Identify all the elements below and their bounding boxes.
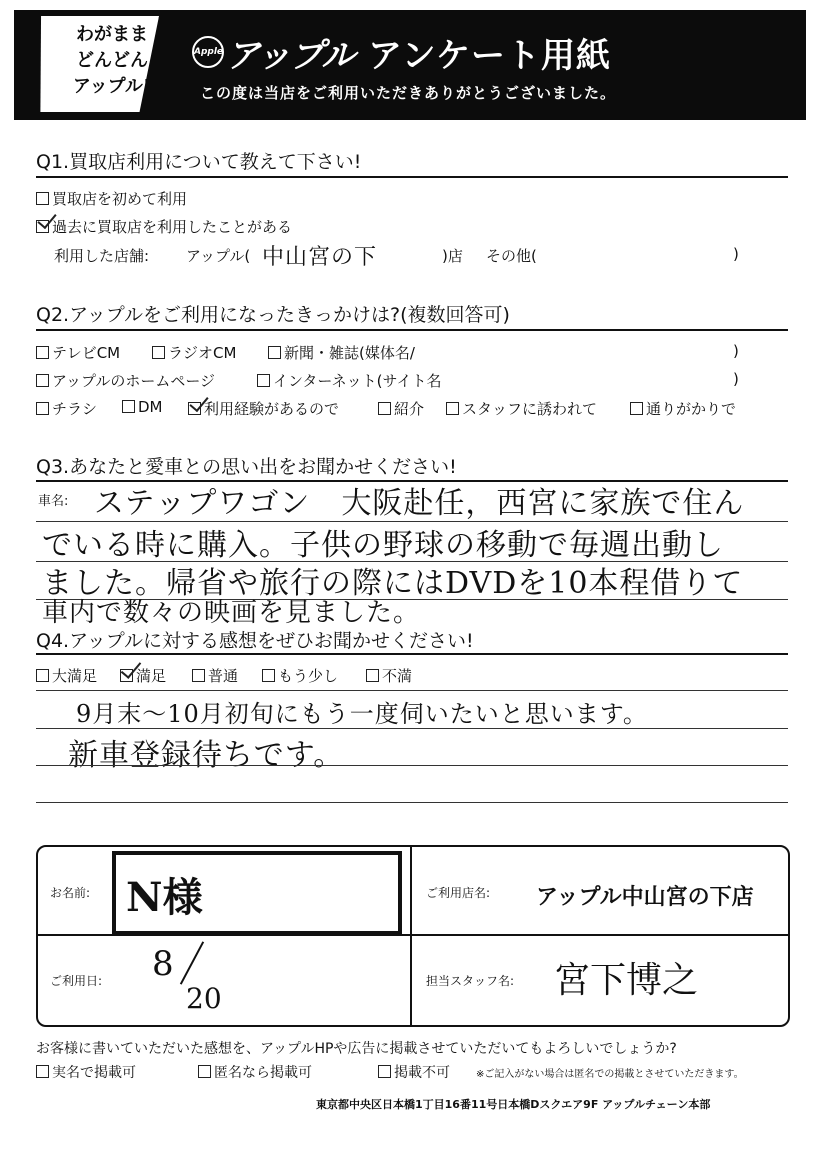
publish-option-anonymous[interactable] — [198, 1062, 312, 1082]
q2-option-radio[interactable] — [152, 342, 236, 363]
q4-option-could-improve[interactable] — [262, 665, 338, 686]
checkbox[interactable] — [152, 346, 165, 359]
checkbox[interactable] — [36, 669, 49, 682]
checkbox[interactable] — [122, 400, 135, 413]
q4-answer-line-1: 9月末～10月初旬にもう一度伺いたいと思います。 — [76, 700, 648, 728]
q4-option-label: 不満 — [382, 667, 413, 685]
publish-question: お客様に書いていただいた感想を、アップルHPや広告に掲載させていただいてもよろしいでしょうか? — [36, 1041, 677, 1057]
q2-option-tv[interactable] — [36, 342, 120, 363]
page-subtitle: この度は当店をご利用いただきありがとうございました。 — [200, 84, 617, 102]
q2-option-label: スタッフに誘われて — [462, 400, 598, 418]
checkbox[interactable] — [378, 402, 391, 415]
q2-option-homepage[interactable] — [36, 370, 215, 391]
q2-option-label: テレビCM — [52, 344, 121, 362]
checkbox[interactable] — [366, 669, 379, 682]
checkbox[interactable] — [36, 192, 49, 205]
q2-option-label: アップルのホームページ — [52, 372, 216, 390]
q1-divider — [36, 176, 788, 178]
q1-option-label: 買取店を初めて利用 — [52, 190, 188, 208]
q3-answer-line-2: でいる時に購入。子供の野球の移動で毎週出動し — [42, 528, 724, 563]
q2-option-referral[interactable] — [378, 398, 424, 419]
q1-store-prompt: 利用した店舗: — [54, 247, 150, 265]
checkbox[interactable] — [630, 402, 643, 415]
q2-title: Q2.アップルをご利用になったきっかけは?(複数回答可) — [36, 304, 510, 326]
q2-row2-close: ) — [733, 370, 739, 388]
q2-option-passing[interactable] — [630, 398, 736, 419]
q2-option-dm[interactable] — [122, 398, 163, 416]
q2-option-label: チラシ — [52, 400, 98, 418]
q4-option-label: 普通 — [208, 667, 239, 685]
q2-option-label: 新聞・雑誌(媒体名/ — [284, 344, 415, 362]
name-label: お名前: — [50, 886, 91, 900]
q3-answer-line-3: ました。帰省や旅行の際にはDVDを10本程借りて — [42, 566, 744, 601]
q1-option-used-before[interactable] — [36, 216, 292, 237]
q3-car-label: 車名: — [38, 494, 69, 509]
q3-title: Q3.あなたと愛車との思い出をお聞かせください! — [36, 456, 457, 478]
staff-value: 宮下博之 — [554, 960, 699, 1001]
q4-option-label: 大満足 — [52, 667, 98, 685]
tagline-line-2: どんどん — [76, 50, 148, 71]
q4-divider — [36, 653, 788, 655]
staff-label: 担当スタッフ名: — [426, 974, 515, 988]
answer-rule — [36, 728, 788, 729]
q4-answer-line-2: 新車登録待ちです。 — [68, 738, 345, 773]
q1-store-answer: 中山宮の下 — [262, 245, 378, 270]
q2-option-label: 利用経験があるので — [204, 400, 340, 418]
checkbox[interactable] — [446, 402, 459, 415]
tagline — [62, 22, 162, 100]
q1-title: Q1.買取店利用について教えて下さい! — [36, 151, 362, 173]
company-address: 東京都中央区日本橋1丁目16番11号日本橋Dスクエア9F アップルチェーン本部 — [316, 1098, 711, 1111]
q1-other-close: ) — [733, 245, 739, 263]
date-month: 8 — [152, 944, 174, 984]
q2-option-label: DM — [138, 398, 163, 416]
name-value: N様 — [126, 874, 203, 921]
checkbox[interactable] — [192, 669, 205, 682]
q2-divider — [36, 329, 788, 331]
publish-note: ※ご記入がない場合は匿名での掲載とさせていただきます。 — [476, 1069, 744, 1080]
checkbox[interactable] — [257, 374, 270, 387]
q4-option-dissatisfied[interactable] — [366, 665, 412, 686]
q2-row1-close: ) — [733, 342, 739, 360]
q1-store-prefix: アップル( — [186, 247, 251, 265]
publish-option-real-name[interactable] — [36, 1062, 136, 1082]
q4-option-average[interactable] — [192, 665, 238, 686]
q4-option-label: 満足 — [136, 667, 167, 685]
checkbox[interactable] — [378, 1065, 391, 1078]
publish-option-label: 実名で掲載可 — [52, 1065, 136, 1081]
checkbox[interactable] — [36, 402, 49, 415]
q3-answer-line-1: ステップワゴン 大阪赴任，西宮に家族で住ん — [94, 486, 745, 521]
checkbox[interactable] — [36, 1065, 49, 1078]
q4-option-label: もう少し — [278, 667, 339, 685]
date-label: ご利用日: — [50, 974, 103, 988]
brand-logo: アップル — [226, 36, 355, 76]
q1-other-label: その他( — [486, 247, 537, 265]
date-day: 20 — [186, 982, 222, 1015]
store-value: アップル中山宮の下店 — [536, 884, 754, 910]
q2-option-flyer[interactable] — [36, 398, 97, 419]
checkbox[interactable] — [268, 346, 281, 359]
checkbox[interactable] — [36, 374, 49, 387]
q1-option-first-time[interactable] — [36, 188, 187, 209]
q2-option-experience[interactable] — [188, 398, 339, 419]
answer-rule — [36, 802, 788, 803]
q1-store-suffix: )店 — [442, 247, 463, 265]
checkbox[interactable] — [36, 346, 49, 359]
q1-option-label: 過去に買取店を利用したことがある — [52, 218, 293, 236]
checkbox[interactable] — [262, 669, 275, 682]
header-banner — [14, 10, 806, 120]
checkbox[interactable] — [198, 1065, 211, 1078]
q4-title: Q4.アップルに対する感想をぜひお聞かせください! — [36, 630, 474, 652]
q4-option-very-satisfied[interactable] — [36, 665, 97, 686]
answer-rule — [36, 690, 788, 691]
q2-option-newspaper[interactable] — [268, 342, 415, 363]
page-title: アンケート用紙 — [368, 36, 611, 76]
q2-option-label: 紹介 — [394, 400, 425, 418]
store-label: ご利用店名: — [426, 886, 491, 900]
publish-option-label: 掲載不可 — [394, 1065, 450, 1081]
tagline-line-1: わがまま — [76, 24, 148, 45]
q3-answer-line-4: 車内で数々の映画を見ました。 — [42, 598, 421, 628]
publish-option-label: 匿名なら掲載可 — [214, 1065, 312, 1081]
tagline-line-3: アップル! — [72, 76, 152, 97]
apple-logo-icon: Apple — [192, 36, 224, 68]
q2-option-internet[interactable] — [257, 370, 441, 391]
answer-rule — [36, 765, 788, 766]
publish-option-not-allowed[interactable] — [378, 1062, 450, 1082]
q2-option-staff[interactable] — [446, 398, 597, 419]
q2-option-label: 通りがかりで — [646, 400, 737, 418]
q2-option-label: ラジオCM — [168, 344, 237, 362]
q2-option-label: インターネット(サイト名 — [273, 372, 442, 390]
